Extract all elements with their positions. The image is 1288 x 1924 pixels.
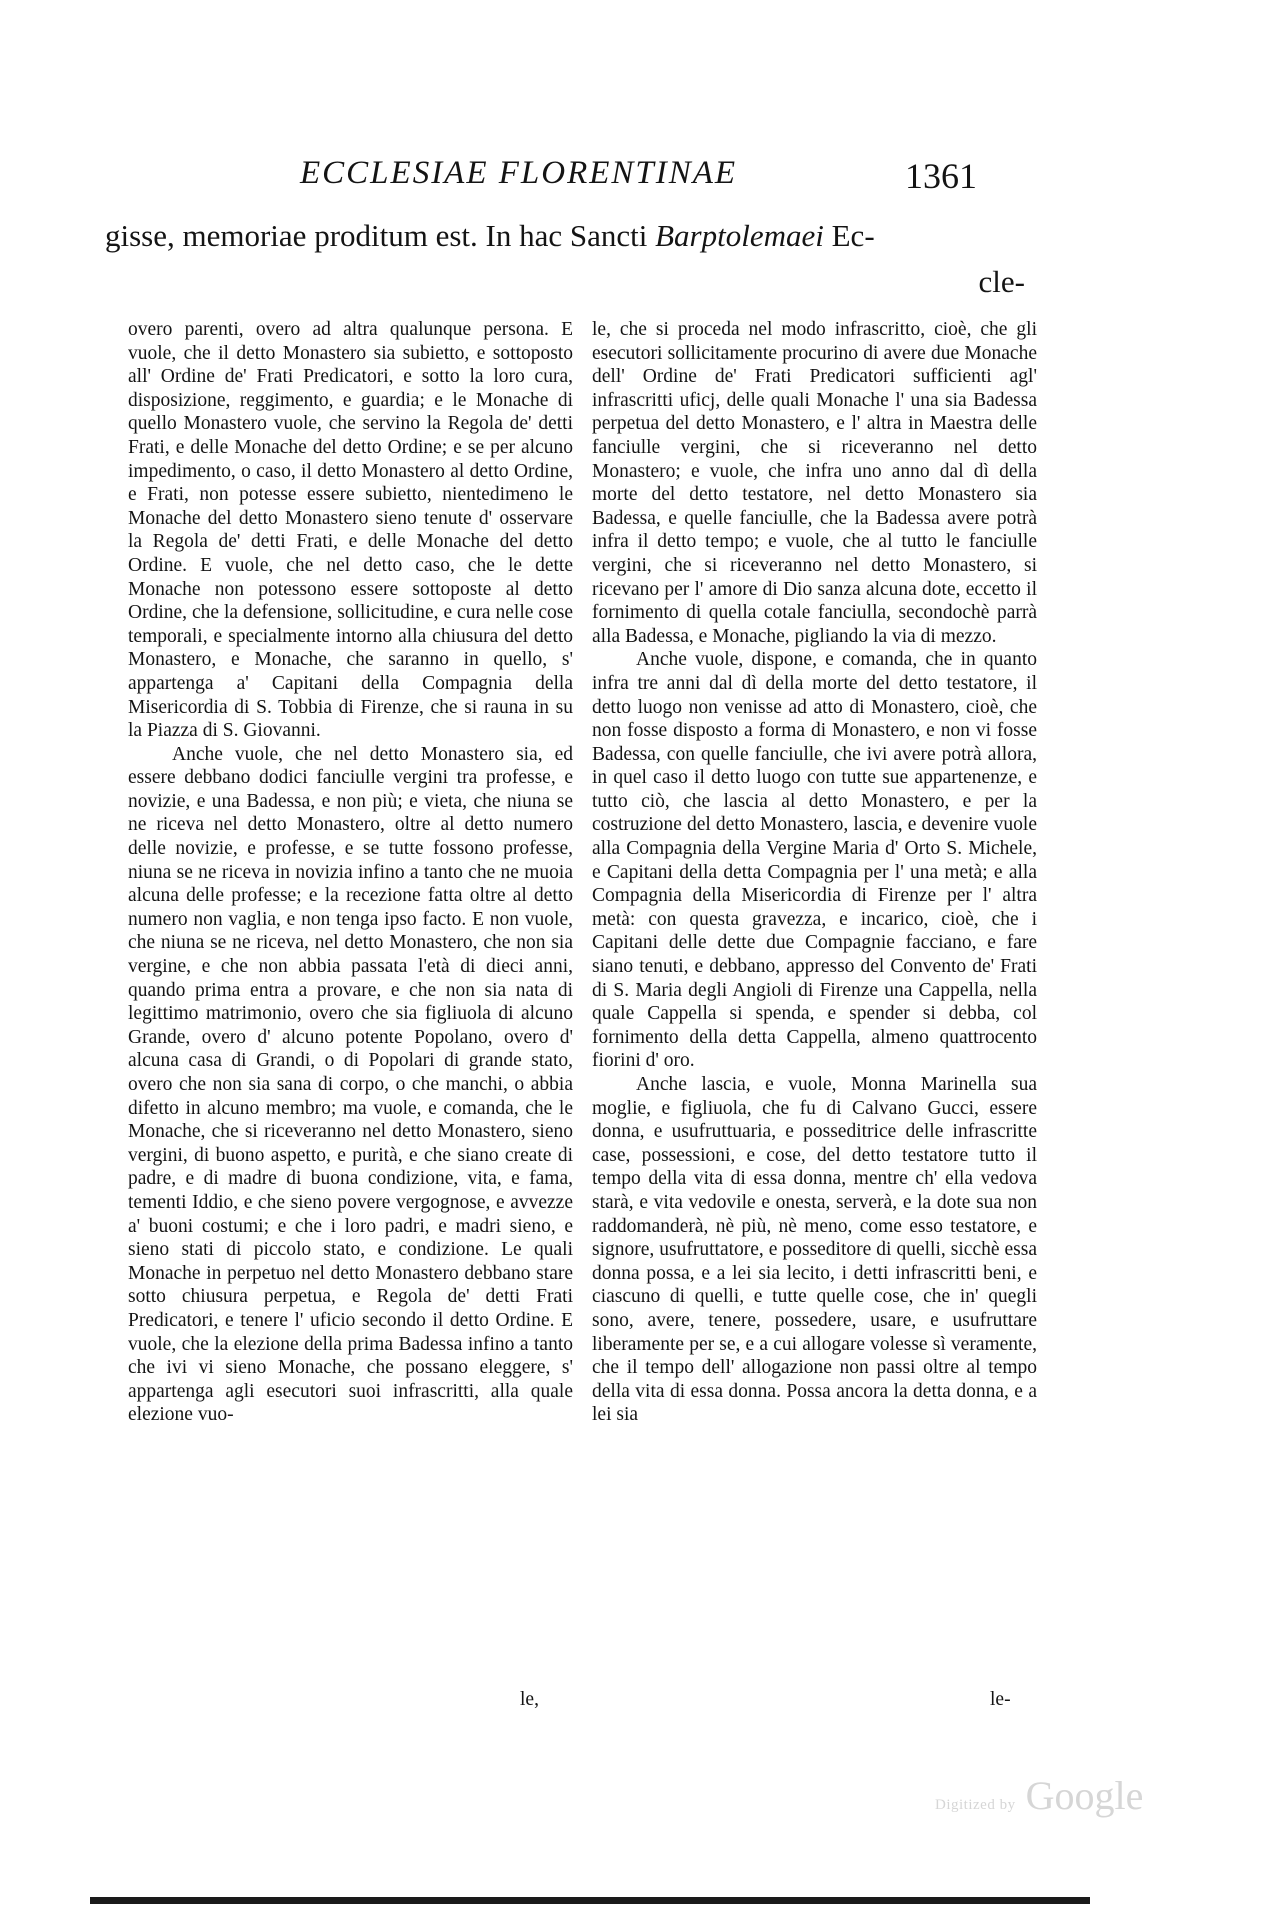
digitization-watermark	[935, 1772, 1143, 1819]
right-column	[592, 318, 1037, 1427]
page-number: 1361	[905, 156, 977, 196]
carryover-text	[105, 213, 1035, 305]
right-paragraph-1: le, che si proceda nel modo infrascritto, cioè, che gli esecutori sollicitamente procurino di avere due Monache dell' Ordine de' Frati Predicatori sufficienti agl' infrascritti uficj, delle quali Monache l' una sia Badessa perpetua del detto Monastero, e l' altra in Maestra delle fanciulle vergini, che si riceveranno nel detto Monastero; e vuole, che infra uno anno dal dì della morte del detto testatore, nel detto Monastero sia Badessa, e quelle fanciulle, che la Badessa avere potrà infra il detto tempo; e vuole, che al tutto le fanciulle vergini, che si riceveranno nel detto Monastero, si ricevano per l' amore di Dio sanza alcuna dote, eccetto il fornimento di quella cotale fanciulla, secondochè parrà alla Badessa, e Monache, pigliando la via di mezzo.	[592, 319, 1037, 647]
carryover-line-2: cle-	[978, 264, 1025, 299]
watermark-logo-text: Google	[1025, 1773, 1144, 1818]
running-title: ECCLESIAE FLORENTINAE	[300, 155, 738, 191]
carryover-text-before: gisse, memoriae proditum est. In hac Sancti	[105, 218, 656, 253]
right-catchword: le-	[990, 1689, 1011, 1710]
page-header	[0, 155, 1288, 215]
left-paragraph-2: Anche vuole, che nel detto Monastero sia, ed essere debbano dodici fanciulle vergini tra professe, e novizie, e una Badessa, e non più; e vieta, che niuna se ne riceva nel detto Monastero, oltre al detto numero delle novizie, e professe, e se tutte fossono professe, niuna se ne riceva in novizia infino a tanto che ne muoia alcuna delle professe; e la recezione fatta oltre al detto numero non vaglia, e non tenga ipso facto. E non vuole, che niuna se ne riceva, nel detto Monastero, che non sia vergine, e che non abbia passata l'età di dieci anni, quando prima entra a provare, e che non sia nata di legittimo matrimonio, overo che sia figliuola di alcuno Grande, overo d' alcuno potente Popolano, overo d' alcuna casa di Grandi, o di Popolari di grande stato, overo che non sia sana di corpo, o che manchi, o abbia difetto in alcuno membro; ma vuole, e comanda, che le Monache, che si riceveranno nel detto Monastero, sieno vergini, di buono aspetto, e purità, e che siano create di padre, e di madre di buona condizione, vita, e fama, tementi Iddio, e che sieno povere vergognose, e avvezze a' buoni costumi; e che i loro padri, e madri sieno, e sieno stati di piccolo stato, e condizione. Le quali Monache in perpetuo nel detto Monastero debbano stare sotto chiusura perpetua, e Regola de' detti Frati Predicatori, e tenere l' uficio secondo il detto Ordine. E vuole, che la elezione della prima Badessa infino a tanto che ivi vi sieno Monache, che possano eleggere, s' appartenga agli esecutori suoi infrascritti, alla quale elezione vuo-	[128, 743, 573, 1426]
bottom-edge-rule	[90, 1897, 1090, 1904]
carryover-text-after: Ec-	[823, 218, 875, 253]
left-column	[128, 318, 573, 1427]
carryover-line-1	[105, 213, 1035, 259]
left-catchword: le,	[520, 1689, 539, 1710]
left-paragraph-1: overo parenti, overo ad altra qualunque persona. E vuole, che il detto Monastero sia subietto, e sottoposto all' Ordine de' Frati Predicatori, e sotto la loro cura, disposizione, reggimento, e guardia; e le Monache di quello Monastero vuole, che servino la Regola de' detti Frati, e delle Monache del detto Ordine; e se per alcuno impedimento, o caso, il detto Monastero al detto Ordine, e Frati, non potesse essere subietto, nientedimeno le Monache del detto Monastero sieno tenute d' osservare la Regola de' detti Frati, e delle Monache del detto Ordine. E vuole, che nel detto caso, che le dette Monache non potessono essere sottoposte al detto Ordine, che la defensione, sollicitudine, e cura nelle cose temporali, e specialmente intorno alla chiusura del detto Monastero, e Monache, che saranno in quello, s' appartenga a' Capitani della Compagnia della Misericordia di S. Tobbia di Firenze, che si rauna in su la Piazza di S. Giovanni.	[128, 319, 573, 742]
watermark-small-text: Digitized by	[935, 1797, 1016, 1813]
right-paragraph-3: Anche lascia, e vuole, Monna Marinella sua moglie, e figliuola, che fu di Calvano Gucci, essere donna, e usufruttuaria, e posseditrice delle infrascritte case, possessioni, e cose, del detto testatore tutto il tempo della vita di essa donna, mentre ch' ella vedova starà, e vita vedovile e onesta, serverà, e la dote sua non raddomanderà, nè più, nè meno, come esso testatore, e signore, usufruttatore, e posseditore di quelli, sicchè essa donna possa, e a lei sia lecito, i detti infrascritti beni, e ciascuno di quelli, e tutte quelle cose, che in' quegli sono, avere, tenere, possedere, usare, e usufruttare liberamente per se, e a cui allogare volesse sì veramente, che il tempo dell' allogazione non passi oltre al tempo della vita di essa donna. Possa ancora la detta donna, e a lei sia	[592, 1074, 1037, 1426]
carryover-italic-name: Barptolemaei	[655, 218, 824, 253]
right-paragraph-2: Anche vuole, dispone, e comanda, che in quanto infra tre anni dal dì della morte del detto testatore, il detto luogo non venisse ad atto di Monastero, cioè, che non fosse disposto a forma di Monastero, e non vi fosse Badessa, con quelle fanciulle, che ivi avere potrà allora, in quel caso il detto luogo con tutte sue appartenenze, e tutto ciò, che lascia al detto Monastero, e per la costruzione del detto Monastero, lascia, e devenire vuole alla Compagnia della Vergine Maria d' Orto S. Michele, e Capitani della detta Compagnia per l' una metà; e alla Compagnia della Misericordia di Firenze per l' altra metà: con questa gravezza, e incarico, cioè, che i Capitani delle dette due Compagnie facciano, e fare siano tenuti, e debbano, appresso del Convento de' Frati di S. Maria degli Angioli di Firenze una Cappella, nella quale Cappella si spenda, e spender si debba, col fornimento della detta Cappella, almeno quattrocento fiorini d' oro.	[592, 649, 1037, 1072]
